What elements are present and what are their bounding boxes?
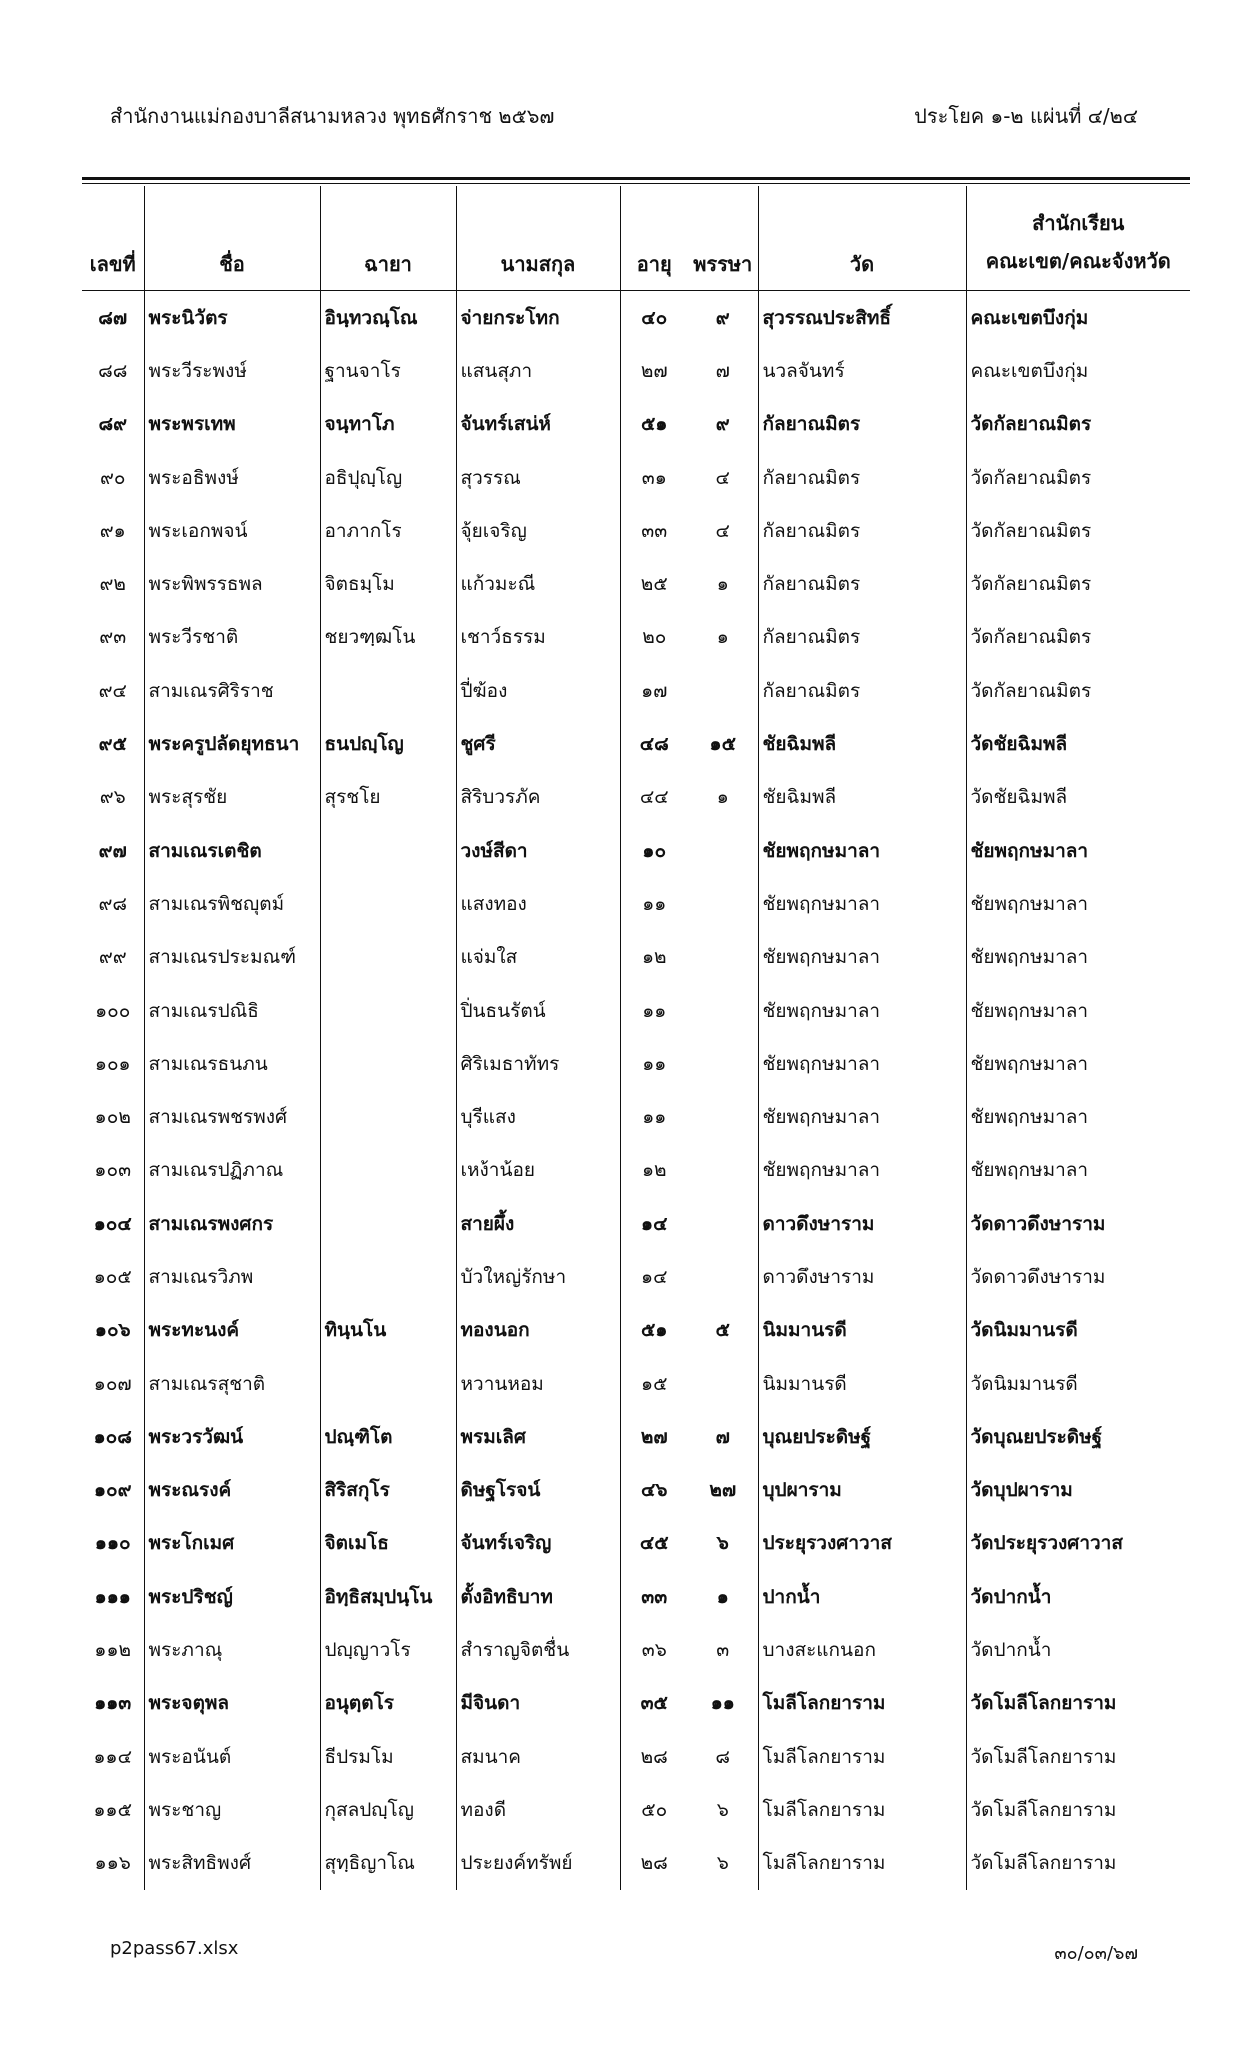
table-body bbox=[82, 291, 1190, 1890]
row-surname: ทองนอก bbox=[456, 1304, 620, 1357]
row-vassa bbox=[688, 931, 758, 984]
row-surname: จ่ายกระโทก bbox=[456, 291, 620, 345]
row-alias: ปณฺฑิโต bbox=[320, 1410, 456, 1463]
row-name: สามเณรพิชญุตม์ bbox=[144, 877, 320, 930]
row-alias bbox=[320, 1197, 456, 1250]
row-school: ชัยพฤกษมาลา bbox=[966, 1144, 1190, 1197]
row-wat: กัลยาณมิตร bbox=[758, 611, 966, 664]
row-vassa bbox=[688, 877, 758, 930]
row-alias: จิตเมโธ bbox=[320, 1517, 456, 1570]
table-row bbox=[82, 824, 1190, 877]
row-number: ๘๗ bbox=[98, 306, 128, 329]
row-name: พระวรวัฒน์ bbox=[144, 1410, 320, 1463]
row-age: ๕๑ bbox=[620, 1304, 688, 1357]
row-vassa bbox=[688, 1144, 758, 1197]
row-alias bbox=[320, 1037, 456, 1090]
table-row bbox=[82, 1730, 1190, 1783]
row-school: คณะเขตบึงกุ่ม bbox=[966, 344, 1190, 397]
row-age: ๒๗ bbox=[620, 1410, 688, 1463]
table-row bbox=[82, 291, 1190, 345]
row-school: วัดกัลยาณมิตร bbox=[966, 557, 1190, 610]
row-surname: ศิริเมธาทัทร bbox=[456, 1037, 620, 1090]
row-age: ๑๑ bbox=[620, 1090, 688, 1143]
row-surname: ดิษฐโรจน์ bbox=[456, 1464, 620, 1517]
row-age: ๓๓ bbox=[620, 504, 688, 557]
table-row bbox=[82, 1517, 1190, 1570]
row-alias: สุทฺธิญาโณ bbox=[320, 1837, 456, 1890]
row-school: วัดดาวดึงษาราม bbox=[966, 1250, 1190, 1303]
row-surname: หวานหอม bbox=[456, 1357, 620, 1410]
row-number: ๑๑๔ bbox=[93, 1745, 132, 1768]
row-surname: จันทร์เจริญ bbox=[456, 1517, 620, 1570]
row-name: สามเณรธนภน bbox=[144, 1037, 320, 1090]
row-number: ๙๕ bbox=[98, 733, 127, 756]
row-alias: ฐานจาโร bbox=[320, 344, 456, 397]
row-wat: ดาวดึงษาราม bbox=[758, 1197, 966, 1250]
row-school: ชัยพฤกษมาลา bbox=[966, 1037, 1190, 1090]
row-name: พระพิพรรธพล bbox=[144, 557, 320, 610]
row-wat: กัลยาณมิตร bbox=[758, 664, 966, 717]
row-vassa: ๑ bbox=[716, 786, 729, 809]
row-alias bbox=[320, 824, 456, 877]
row-name: พระทะนงค์ bbox=[144, 1304, 320, 1357]
page-header bbox=[110, 100, 1138, 132]
footer-filename: p2pass67.xlsx bbox=[110, 1938, 239, 1959]
row-vassa bbox=[688, 1357, 758, 1410]
row-vassa bbox=[688, 1197, 758, 1250]
row-school: วัดโมลีโลกยาราม bbox=[966, 1677, 1190, 1730]
row-alias bbox=[320, 984, 456, 1037]
row-vassa: ๑๑ bbox=[710, 1692, 735, 1715]
row-wat: โมลีโลกยาราม bbox=[758, 1730, 966, 1783]
row-school: วัดโมลีโลกยาราม bbox=[966, 1730, 1190, 1783]
row-wat: ชัยพฤกษมาลา bbox=[758, 1090, 966, 1143]
row-alias: ชยวฑฺฒโน bbox=[320, 611, 456, 664]
row-school: วัดปากน้ำ bbox=[966, 1570, 1190, 1623]
row-surname: เหง้าน้อย bbox=[456, 1144, 620, 1197]
row-surname: ชูศรี bbox=[456, 717, 620, 770]
row-number: ๑๐๑ bbox=[94, 1052, 131, 1075]
row-vassa: ๗ bbox=[715, 1425, 730, 1448]
row-school: วัดปากน้ำ bbox=[966, 1623, 1190, 1676]
row-surname: เชาว์ธรรม bbox=[456, 611, 620, 664]
row-name: สามเณรศิริราช bbox=[144, 664, 320, 717]
row-number: ๘๘ bbox=[98, 359, 128, 382]
col-header-wat: วัด bbox=[758, 186, 966, 291]
row-number: ๑๐๔ bbox=[93, 1212, 132, 1235]
row-age: ๑๐ bbox=[620, 824, 688, 877]
row-vassa bbox=[688, 664, 758, 717]
row-school: วัดบุณยประดิษฐ์ bbox=[966, 1410, 1190, 1463]
row-wat: ชัยพฤกษมาลา bbox=[758, 1144, 966, 1197]
row-number: ๑๑๑ bbox=[94, 1585, 131, 1608]
row-school: วัดกัลยาณมิตร bbox=[966, 504, 1190, 557]
row-name: พระโกเมศ bbox=[144, 1517, 320, 1570]
row-wat: ชัยพฤกษมาลา bbox=[758, 931, 966, 984]
row-name: พระพรเทพ bbox=[144, 398, 320, 451]
row-school: วัดดาวดึงษาราม bbox=[966, 1197, 1190, 1250]
table-row bbox=[82, 1304, 1190, 1357]
table-row bbox=[82, 664, 1190, 717]
row-vassa bbox=[688, 1090, 758, 1143]
row-school: ชัยพฤกษมาลา bbox=[966, 931, 1190, 984]
row-surname: แจ่มใส bbox=[456, 931, 620, 984]
row-surname: มีจินดา bbox=[456, 1677, 620, 1730]
row-number: ๑๑๕ bbox=[93, 1798, 132, 1821]
table-row bbox=[82, 504, 1190, 557]
row-age: ๓๖ bbox=[620, 1623, 688, 1676]
table-row bbox=[82, 1250, 1190, 1303]
row-alias bbox=[320, 877, 456, 930]
row-age: ๑๗ bbox=[620, 664, 688, 717]
row-number: ๙๘ bbox=[98, 892, 128, 915]
row-number: ๑๐๓ bbox=[94, 1159, 132, 1182]
row-school: วัดประยุรวงศาวาส bbox=[966, 1517, 1190, 1570]
row-school: วัดนิมมานรดี bbox=[966, 1304, 1190, 1357]
row-school: ชัยพฤกษมาลา bbox=[966, 877, 1190, 930]
table-row bbox=[82, 1464, 1190, 1517]
row-name: พระจตุพล bbox=[144, 1677, 320, 1730]
col-header-school-line2: คณะเขต/คณะจังหวัด bbox=[985, 249, 1171, 273]
row-school: ชัยพฤกษมาลา bbox=[966, 1090, 1190, 1143]
row-alias: ธนปญฺโญ bbox=[320, 717, 456, 770]
table-row bbox=[82, 398, 1190, 451]
row-surname: จันทร์เสน่ห์ bbox=[456, 398, 620, 451]
row-age: ๓๕ bbox=[620, 1677, 688, 1730]
row-name: สามเณรประมณฑ์ bbox=[144, 931, 320, 984]
table-row bbox=[82, 611, 1190, 664]
row-surname: สำราญจิตชื่น bbox=[456, 1623, 620, 1676]
row-wat: ชัยฉิมพลี bbox=[758, 771, 966, 824]
row-vassa: ๗ bbox=[715, 359, 730, 382]
row-school: วัดกัลยาณมิตร bbox=[966, 664, 1190, 717]
table-row bbox=[82, 1357, 1190, 1410]
row-name: สามเณรปฏิภาณ bbox=[144, 1144, 320, 1197]
header-sheet: ประโยค ๑-๒ แผ่นที่ ๔/๒๔ bbox=[914, 104, 1138, 128]
table-row bbox=[82, 1783, 1190, 1836]
col-header-name: ชื่อ bbox=[144, 186, 320, 291]
row-wat: ชัยฉิมพลี bbox=[758, 717, 966, 770]
row-surname: สุวรรณ bbox=[456, 451, 620, 504]
row-wat: กัลยาณมิตร bbox=[758, 451, 966, 504]
table-row bbox=[82, 717, 1190, 770]
table-row bbox=[82, 1197, 1190, 1250]
row-age: ๔๐ bbox=[620, 291, 688, 345]
table-row bbox=[82, 1837, 1190, 1890]
row-alias bbox=[320, 1090, 456, 1143]
col-header-vassa: พรรษา bbox=[688, 186, 758, 291]
row-age: ๕๑ bbox=[620, 398, 688, 451]
row-vassa: ๙ bbox=[715, 413, 730, 436]
row-name: สามเณรพชรพงศ์ bbox=[144, 1090, 320, 1143]
results-table bbox=[82, 186, 1190, 1890]
row-alias: อาภากโร bbox=[320, 504, 456, 557]
row-surname: แสนสุภา bbox=[456, 344, 620, 397]
row-school: วัดนิมมานรดี bbox=[966, 1357, 1190, 1410]
page-footer bbox=[110, 1938, 1138, 1967]
row-alias bbox=[320, 1250, 456, 1303]
row-number: ๙๑ bbox=[99, 519, 126, 542]
row-school: วัดกัลยาณมิตร bbox=[966, 398, 1190, 451]
row-age: ๓๓ bbox=[620, 1570, 688, 1623]
row-vassa: ๙ bbox=[715, 306, 730, 329]
row-surname: แสงทอง bbox=[456, 877, 620, 930]
row-number: ๙๖ bbox=[99, 786, 126, 809]
row-wat: ชัยพฤกษมาลา bbox=[758, 877, 966, 930]
table-row bbox=[82, 771, 1190, 824]
table-row bbox=[82, 451, 1190, 504]
row-school: วัดโมลีโลกยาราม bbox=[966, 1783, 1190, 1836]
row-wat: นิมมานรดี bbox=[758, 1357, 966, 1410]
table-row bbox=[82, 931, 1190, 984]
row-vassa: ๓ bbox=[716, 1639, 730, 1662]
table-row bbox=[82, 557, 1190, 610]
row-vassa bbox=[688, 1250, 758, 1303]
row-age: ๒๕ bbox=[620, 557, 688, 610]
row-number: ๑๐๗ bbox=[93, 1372, 132, 1395]
row-alias: อินฺทวณฺโณ bbox=[320, 291, 456, 345]
header-rule-thick bbox=[82, 177, 1190, 180]
row-vassa: ๑ bbox=[716, 626, 729, 649]
col-header-alias: ฉายา bbox=[320, 186, 456, 291]
footer-date: ๓๐/๐๓/๖๗ bbox=[1054, 1943, 1138, 1964]
row-alias: อธิปุญฺโญ bbox=[320, 451, 456, 504]
row-name: พระครูปลัดยุทธนา bbox=[144, 717, 320, 770]
row-name: สามเณรพงศกร bbox=[144, 1197, 320, 1250]
row-name: สามเณรเตชิต bbox=[144, 824, 320, 877]
row-alias: อิทฺธิสมฺปนฺโน bbox=[320, 1570, 456, 1623]
col-header-age: อายุ bbox=[620, 186, 688, 291]
row-number: ๑๑๐ bbox=[94, 1532, 131, 1555]
row-number: ๑๐๖ bbox=[94, 1319, 131, 1342]
table-row bbox=[82, 344, 1190, 397]
row-number: ๑๑๒ bbox=[94, 1639, 132, 1662]
col-header-num: เลขที่ bbox=[82, 186, 144, 291]
table-row bbox=[82, 1570, 1190, 1623]
row-surname: ประยงค์ทรัพย์ bbox=[456, 1837, 620, 1890]
table-row bbox=[82, 1144, 1190, 1197]
row-number: ๙๙ bbox=[98, 946, 127, 969]
row-age: ๔๖ bbox=[620, 1464, 688, 1517]
row-age: ๒๘ bbox=[620, 1837, 688, 1890]
table-row bbox=[82, 984, 1190, 1037]
row-age: ๕๐ bbox=[620, 1783, 688, 1836]
row-age: ๑๕ bbox=[620, 1357, 688, 1410]
row-wat: กัลยาณมิตร bbox=[758, 557, 966, 610]
row-wat: ชัยพฤกษมาลา bbox=[758, 824, 966, 877]
row-name: พระชาญ bbox=[144, 1783, 320, 1836]
row-name: พระสิทธิพงศ์ bbox=[144, 1837, 320, 1890]
row-vassa bbox=[688, 1037, 758, 1090]
row-name: พระเอกพจน์ bbox=[144, 504, 320, 557]
row-school: ชัยพฤกษมาลา bbox=[966, 984, 1190, 1037]
row-number: ๙๔ bbox=[98, 679, 127, 702]
row-name: สามเณรปณิธิ bbox=[144, 984, 320, 1037]
row-vassa: ๑ bbox=[716, 573, 729, 596]
row-wat: ปากน้ำ bbox=[758, 1570, 966, 1623]
table-header-row bbox=[82, 186, 1190, 291]
row-alias: กุสลปญฺโญ bbox=[320, 1783, 456, 1836]
row-surname: สิริบวรภัค bbox=[456, 771, 620, 824]
row-number: ๘๙ bbox=[98, 413, 128, 436]
row-name: สามเณรสุชาติ bbox=[144, 1357, 320, 1410]
row-wat: ประยุรวงศาวาส bbox=[758, 1517, 966, 1570]
row-age: ๑๔ bbox=[620, 1250, 688, 1303]
row-wat: โมลีโลกยาราม bbox=[758, 1837, 966, 1890]
row-surname: วงษ์สีดา bbox=[456, 824, 620, 877]
row-vassa: ๑๕ bbox=[709, 733, 736, 756]
row-alias: ธีปรมโม bbox=[320, 1730, 456, 1783]
row-wat: กัลยาณมิตร bbox=[758, 504, 966, 557]
row-vassa: ๔ bbox=[715, 466, 730, 489]
row-alias: สิริสกุโร bbox=[320, 1464, 456, 1517]
row-wat: ชัยพฤกษมาลา bbox=[758, 1037, 966, 1090]
row-age: ๒๐ bbox=[620, 611, 688, 664]
row-number: ๑๐๐ bbox=[95, 999, 131, 1022]
row-name: พระวีรชาติ bbox=[144, 611, 320, 664]
row-alias: จนฺทาโภ bbox=[320, 398, 456, 451]
row-alias bbox=[320, 664, 456, 717]
row-school: วัดกัลยาณมิตร bbox=[966, 611, 1190, 664]
row-wat: กัลยาณมิตร bbox=[758, 398, 966, 451]
table-row bbox=[82, 1677, 1190, 1730]
table-row bbox=[82, 1037, 1190, 1090]
row-school: วัดกัลยาณมิตร bbox=[966, 451, 1190, 504]
row-name: พระนิวัตร bbox=[144, 291, 320, 345]
row-age: ๒๘ bbox=[620, 1730, 688, 1783]
row-alias bbox=[320, 931, 456, 984]
row-age: ๒๗ bbox=[620, 344, 688, 397]
row-school: ชัยพฤกษมาลา bbox=[966, 824, 1190, 877]
row-age: ๔๘ bbox=[620, 717, 688, 770]
row-vassa: ๖ bbox=[716, 1798, 729, 1821]
row-name: พระภาณุ bbox=[144, 1623, 320, 1676]
row-number: ๙๓ bbox=[99, 626, 127, 649]
row-number: ๑๐๙ bbox=[93, 1479, 132, 1502]
row-number: ๑๐๕ bbox=[93, 1265, 132, 1288]
row-age: ๓๑ bbox=[620, 451, 688, 504]
row-vassa: ๘ bbox=[715, 1745, 731, 1768]
row-age: ๑๒ bbox=[620, 931, 688, 984]
row-age: ๔๕ bbox=[620, 1517, 688, 1570]
table-row bbox=[82, 877, 1190, 930]
row-wat: บุณยประดิษฐ์ bbox=[758, 1410, 966, 1463]
row-alias: สุรชโย bbox=[320, 771, 456, 824]
row-surname: ทองดี bbox=[456, 1783, 620, 1836]
row-name: สามเณรวิภพ bbox=[144, 1250, 320, 1303]
table-row bbox=[82, 1410, 1190, 1463]
row-number: ๑๑๓ bbox=[94, 1692, 132, 1715]
row-number: ๙๐ bbox=[99, 466, 126, 489]
row-vassa: ๕ bbox=[715, 1319, 730, 1342]
row-school: วัดโมลีโลกยาราม bbox=[966, 1837, 1190, 1890]
row-wat: โมลีโลกยาราม bbox=[758, 1677, 966, 1730]
row-surname: สายผึ้ง bbox=[456, 1197, 620, 1250]
row-number: ๑๑๖ bbox=[94, 1852, 131, 1875]
row-surname: บุรีแสง bbox=[456, 1090, 620, 1143]
row-wat: โมลีโลกยาราม bbox=[758, 1783, 966, 1836]
row-number: ๑๐๘ bbox=[93, 1425, 132, 1448]
header-office: สำนักงานแม่กองบาลีสนามหลวง พุทธศักราช ๒๕๖๗ bbox=[110, 104, 555, 128]
row-number: ๑๐๒ bbox=[94, 1106, 131, 1129]
row-alias: ทินฺนโน bbox=[320, 1304, 456, 1357]
row-vassa bbox=[688, 984, 758, 1037]
row-name: พระณรงค์ bbox=[144, 1464, 320, 1517]
row-school: วัดชัยฉิมพลี bbox=[966, 771, 1190, 824]
row-alias: ปญฺญาวโร bbox=[320, 1623, 456, 1676]
row-wat: ชัยพฤกษมาลา bbox=[758, 984, 966, 1037]
table-row bbox=[82, 1090, 1190, 1143]
row-name: พระสุรชัย bbox=[144, 771, 320, 824]
row-number: ๙๗ bbox=[98, 839, 127, 862]
row-age: ๔๔ bbox=[620, 771, 688, 824]
row-surname: จุ้ยเจริญ bbox=[456, 504, 620, 557]
header-rule-thin bbox=[82, 183, 1190, 184]
col-header-school bbox=[966, 186, 1190, 291]
row-wat: นวลจันทร์ bbox=[758, 344, 966, 397]
row-vassa: ๑ bbox=[716, 1585, 729, 1608]
row-wat: ดาวดึงษาราม bbox=[758, 1250, 966, 1303]
row-number: ๙๒ bbox=[99, 573, 126, 596]
row-alias: จิตธมฺโม bbox=[320, 557, 456, 610]
row-surname: ปี่ฆ้อง bbox=[456, 664, 620, 717]
row-surname: ปิ่นธนรัตน์ bbox=[456, 984, 620, 1037]
row-vassa: ๖ bbox=[716, 1532, 729, 1555]
col-header-school-line1: สำนักเรียน bbox=[1032, 211, 1125, 235]
row-name: พระปริชญ์ bbox=[144, 1570, 320, 1623]
row-school: คณะเขตบึงกุ่ม bbox=[966, 291, 1190, 345]
row-alias bbox=[320, 1144, 456, 1197]
row-surname: แก้วมะณี bbox=[456, 557, 620, 610]
row-vassa bbox=[688, 824, 758, 877]
row-alias bbox=[320, 1357, 456, 1410]
row-name: พระวีระพงษ์ bbox=[144, 344, 320, 397]
table-row bbox=[82, 1623, 1190, 1676]
row-wat: บางสะแกนอก bbox=[758, 1623, 966, 1676]
row-school: วัดชัยฉิมพลี bbox=[966, 717, 1190, 770]
row-vassa: ๔ bbox=[715, 519, 730, 542]
col-header-surname: นามสกุล bbox=[456, 186, 620, 291]
row-surname: สมนาค bbox=[456, 1730, 620, 1783]
row-wat: สุวรรณประสิทธิ์ bbox=[758, 291, 966, 345]
row-name: พระอนันต์ bbox=[144, 1730, 320, 1783]
row-wat: นิมมานรดี bbox=[758, 1304, 966, 1357]
row-age: ๑๑ bbox=[620, 877, 688, 930]
row-vassa: ๖ bbox=[716, 1852, 729, 1875]
row-age: ๑๑ bbox=[620, 1037, 688, 1090]
row-age: ๑๒ bbox=[620, 1144, 688, 1197]
row-name: พระอธิพงษ์ bbox=[144, 451, 320, 504]
row-surname: บัวใหญ่รักษา bbox=[456, 1250, 620, 1303]
row-vassa: ๒๗ bbox=[709, 1479, 737, 1502]
row-surname: พรมเลิศ bbox=[456, 1410, 620, 1463]
row-age: ๑๔ bbox=[620, 1197, 688, 1250]
row-alias: อนุตฺตโร bbox=[320, 1677, 456, 1730]
row-wat: บุปผาราม bbox=[758, 1464, 966, 1517]
row-surname: ตั้งอิทธิบาท bbox=[456, 1570, 620, 1623]
row-age: ๑๑ bbox=[620, 984, 688, 1037]
row-school: วัดบุปผาราม bbox=[966, 1464, 1190, 1517]
